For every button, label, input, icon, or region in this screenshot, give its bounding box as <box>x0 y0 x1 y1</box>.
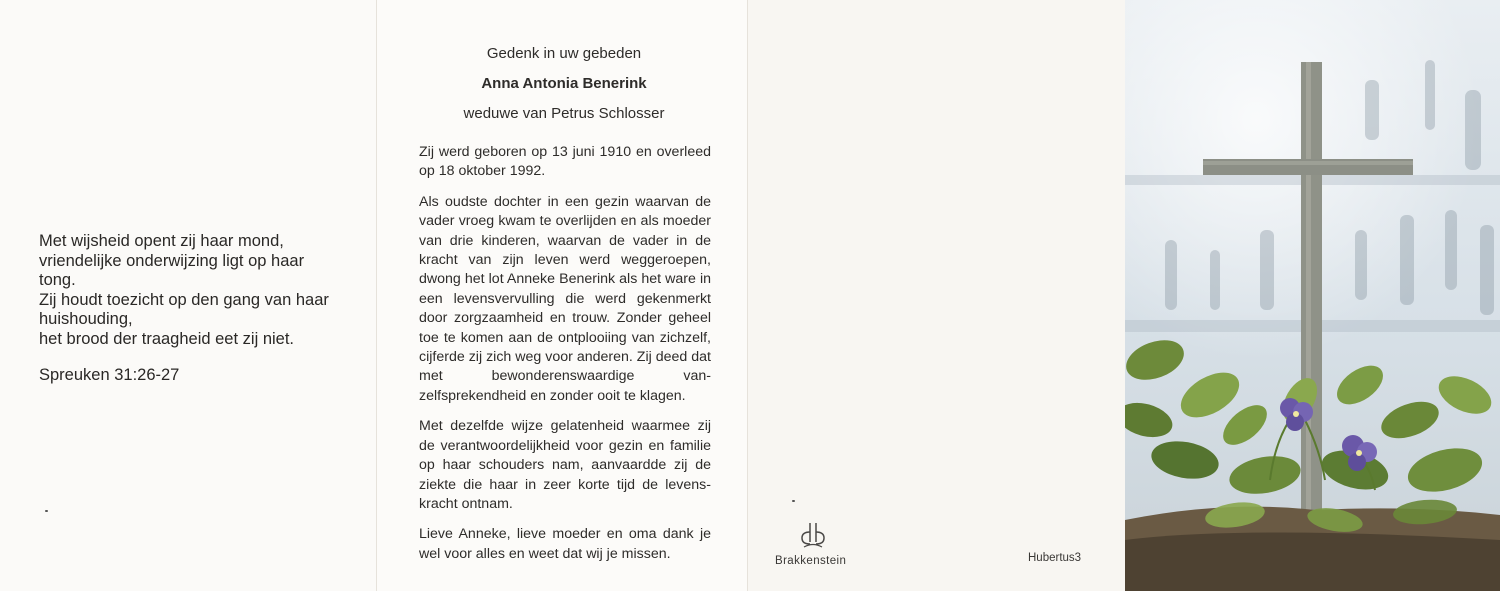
verse-line: Met wijsheid opent zij haar mond, <box>39 232 284 250</box>
brakkenstein-logo-icon <box>798 520 828 550</box>
verse-line: tong. <box>39 271 76 290</box>
card-code: Hubertus3 <box>1028 552 1082 564</box>
cross-with-violets-photo <box>1125 0 1500 591</box>
publisher-name: Brakkenstein <box>775 555 847 567</box>
verse-source: Spreuken 31:26-27 <box>39 365 180 384</box>
body-paragraph: Lieve Anneke, lieve moeder en oma dank je wel voor alles en weet dat wij je missen. <box>419 526 711 562</box>
verse-line: Zij houdt toezicht op den gang van haar <box>39 290 329 309</box>
paper-speck <box>45 510 48 512</box>
memorial-body <box>419 143 711 575</box>
intro-line: Gedenk in uw gebeden <box>486 45 642 62</box>
paper-speck <box>792 500 795 502</box>
memorial-intro <box>419 44 709 124</box>
verse-line: het brood der traagheid eet zij niet. <box>39 329 295 348</box>
proverbs-verse <box>39 232 344 385</box>
deceased-name: Anna Antonia Benerink <box>481 75 647 92</box>
body-paragraph: Zij werd geboren op 13 juni 1910 en overleed op 18 oktober 1992. <box>419 144 711 180</box>
card-panel-back <box>748 0 1125 591</box>
verse-line: vriendelijke onderwijzing ligt op haar <box>39 251 305 270</box>
card-panel-verse <box>0 0 377 591</box>
verse-line: huishouding, <box>39 310 133 329</box>
card-panel-text <box>377 0 748 591</box>
body-paragraph: Als oudste dochter in een gezin waarvan de vader vroeg kwam te overlijden en als moeder van drie kinderen, waarvan de vader in de kracht van zijn leven werd weggeroepen, dwong het lot Anneke Benerink als het ware in een levensvervulling die werd gekenmerkt door zorgzaamheid en trouw. Zonder geheel toe te komen aan de ontplooiing van zichzelf, cijferde zij zich weg voor anderen. Zij deed dat met bewonderenswaardige vanzelfsprekendheid en zonder ooit te klagen. <box>419 193 711 404</box>
widow-line: weduwe van Petrus Schlosser <box>463 105 665 122</box>
photo-scene <box>1125 0 1500 591</box>
body-paragraph: Met dezelfde wijze gelatenheid waarmee zij de verantwoordelijkheid voor gezin en familie op haar schouders nam, aanvaardde zij de ziekte die haar in zeer korte tijd de levenskracht ontnam. <box>419 418 711 512</box>
